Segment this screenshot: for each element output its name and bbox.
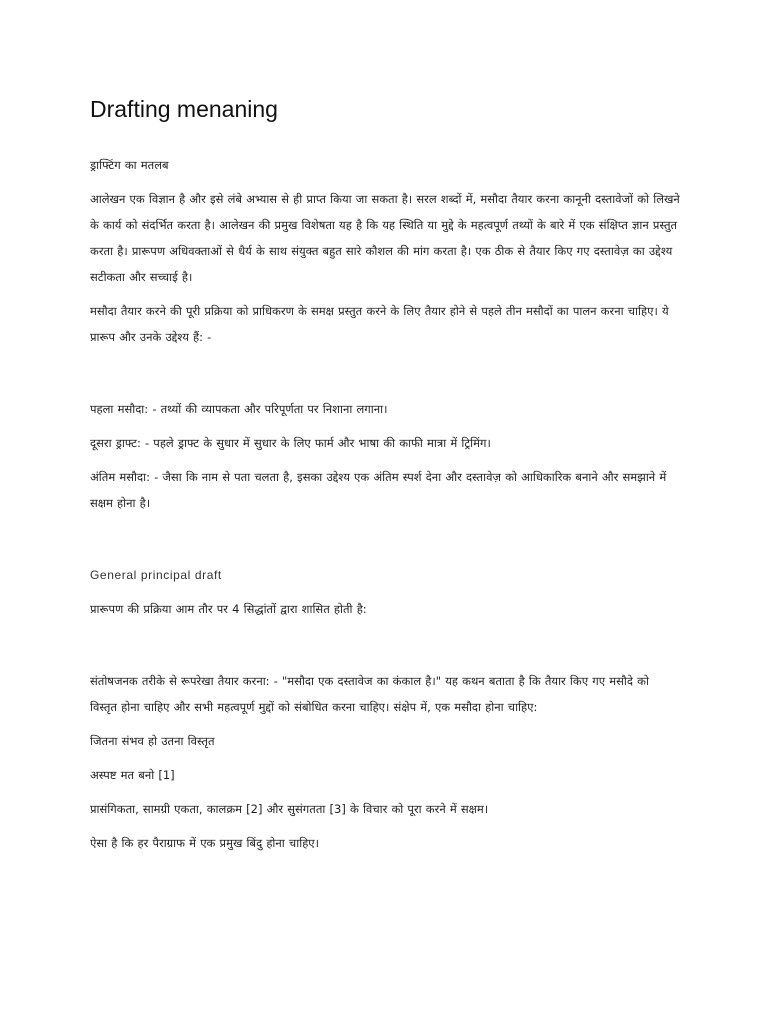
paragraph-principles: प्रारूपण की प्रक्रिया आम तौर पर 4 सिद्धांतों द्वारा शासित होती है: (90, 602, 367, 616)
paragraph-drafts: मसौदा तैयार करने की पूरी प्रक्रिया को प्राधिकरण के समक्ष प्रस्तुत करने के लिए तैयार होने से पहले तीन मसौदों का पालन करना चाहिए। ये प्रारूप और उनके उद्देश्य हैं: - (90, 304, 669, 344)
subheading-hindi: ड्राफ्टिंग का मतलब (90, 158, 169, 172)
paragraph-intro: आलेखन एक विज्ञान है और इसे लंबे अभ्यास से ही प्राप्त किया जा सकता है। सरल शब्दों में, मसौदा तैयार करना कानूनी दस्तावेजों को लिखने के कार्य को संदर्भित करता है। आलेखन की प्रमुख विशेषता यह है कि यह स्थिति या मुद्दे के महत्वपूर्ण तथ्यों के बारे में एक संक्षिप्त ज्ञान प्रस्तुत करता है। प्रारूपण अधिवक्ताओं से धैर्य के साथ संयुक्त बहुत सारे कौशल की मांग करता है। एक ठीक से तैयार किए गए दस्तावेज़ का उद्देश्य सटीकता और सच्चाई है। (90, 192, 680, 284)
list-item-detailed: जितना संभव हो उतना विस्तृत (90, 734, 215, 748)
list-item-relevance: प्रासंगिकता, सामग्री एकता, कालक्रम [2] और सुसंगतता [3] के विचार को पूरा करने में सक्षम। (90, 802, 489, 816)
document-title: Drafting menaning (90, 96, 278, 122)
final-draft-item: अंतिम मसौदा: - जैसा कि नाम से पता चलता है, इसका उद्देश्य एक अंतिम स्पर्श देना और दस्तावेज़ को आधिकारिक बनाने और समझाने में सक्षम होना है। (90, 470, 667, 510)
first-draft-item: पहला मसौदा: - तथ्यों की व्यापकता और परिपूर्णता पर निशाना लगाना। (90, 402, 388, 416)
section-heading: General principal draft (90, 568, 222, 582)
list-item-vague: अस्पष्ट मत बनो [1] (90, 768, 175, 782)
list-item-paragraph: ऐसा है कि हर पैराग्राफ में एक प्रमुख बिंदु होना चाहिए। (90, 836, 320, 850)
second-draft-item: दूसरा ड्राफ्ट: - पहले ड्राफ्ट के सुधार में सुधार के लिए फार्म और भाषा की काफी मात्रा में ट्रिमिंग। (90, 436, 491, 450)
paragraph-satisfactory: संतोषजनक तरीके से रूपरेखा तैयार करना: - "मसौदा एक दस्तावेज का कंकाल है।" यह कथन बताता है कि तैयार किए गए मसौदे को विस्तृत होना चाहिए और सभी महत्वपूर्ण मुद्दों को संबोधित करना चाहिए। संक्षेप में, एक मसौदा होना चाहिए: (90, 674, 649, 714)
